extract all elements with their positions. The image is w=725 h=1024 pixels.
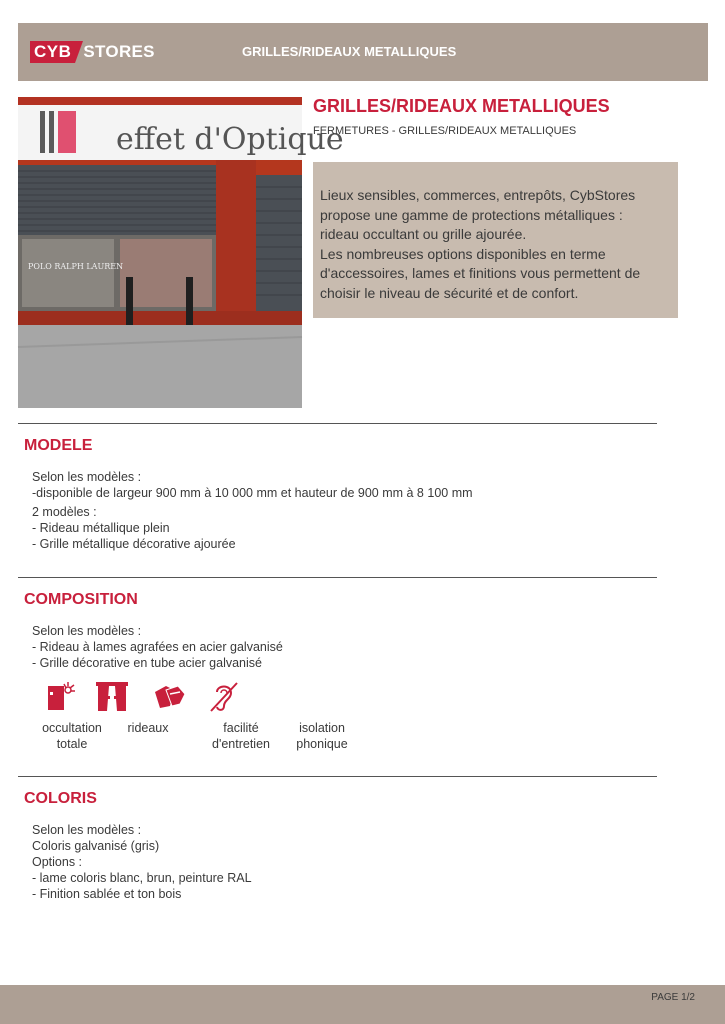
breadcrumb[interactable]: FERMETURES - GRILLES/RIDEAUX METALLIQUES [313, 125, 577, 137]
text-line: 2 modèles : [32, 505, 97, 519]
feature-label-line: rideaux [127, 721, 169, 735]
footer-bar [0, 985, 725, 1024]
coloris-text [32, 822, 252, 902]
text-line: Selon les modèles : [32, 823, 142, 837]
storefront-image [18, 97, 344, 408]
composition-text [32, 623, 283, 671]
header-title: GRILLES/RIDEAUX METALLIQUES [242, 44, 457, 59]
cybstores-logo[interactable] [30, 41, 155, 63]
feature-label-line: phonique [296, 737, 348, 751]
text-line: -disponible de largeur 900 mm à 10 000 mm et hauteur de 900 mm à 8 100 mm [32, 486, 473, 500]
occultation-icon [44, 680, 80, 714]
feature-label-line: d'entretien [212, 737, 270, 751]
text-line: Options : [32, 855, 83, 869]
feature-label-line: occultation [42, 721, 102, 735]
logo-cyb: CYB [30, 41, 75, 63]
modele-text-a [32, 469, 473, 501]
feature-label-line: facilité [223, 721, 259, 735]
section-title-composition: COMPOSITION [24, 591, 138, 608]
text-line: Selon les modèles : [32, 470, 142, 484]
shop-text: POLO RALPH LAUREN [28, 262, 124, 271]
header-bar [18, 23, 708, 81]
text-line: Coloris galvanisé (gris) [32, 839, 160, 853]
modele-text-b [32, 504, 236, 552]
intro-line: propose une gamme de protections métalliques : [320, 206, 623, 223]
rideaux-icon [94, 680, 130, 714]
intro-box [313, 162, 678, 318]
ear-crossed-icon [206, 680, 242, 714]
section-title-coloris: COLORIS [24, 790, 97, 807]
feature-label-line: totale [56, 737, 88, 751]
product-photo [18, 97, 344, 408]
section-divider [18, 577, 657, 578]
text-line: - Rideau métallique plein [32, 521, 170, 535]
text-line: - Rideau à lames agrafées en acier galvanisé [32, 640, 283, 654]
text-line: - Grille métallique décorative ajourée [32, 537, 236, 551]
section-divider [18, 776, 657, 777]
feature-icons [30, 680, 370, 760]
feature-label-entretien [200, 720, 282, 752]
section-divider [18, 423, 657, 424]
gloves-icon [152, 680, 188, 714]
feature-label-occultation [34, 720, 110, 752]
sign-text: effet d'Optique [116, 122, 344, 157]
intro-line: Lieux sensibles, commerces, entrepôts, CybStores [320, 187, 636, 203]
feature-label-rideaux [114, 720, 182, 736]
intro-line: d'accessoires, lames et finitions vous permettent de [320, 265, 641, 281]
intro-line: rideau occultant ou grille ajourée. [320, 226, 527, 242]
page-number: PAGE 1/2 [651, 992, 695, 1003]
text-line: Selon les modèles : [32, 624, 142, 638]
feature-label-phonique [282, 720, 362, 752]
logo-stores: STORES [83, 42, 155, 61]
text-line: - Grille décorative en tube acier galvanisé [32, 656, 262, 670]
feature-label-line: isolation [299, 721, 345, 735]
section-title-modele: MODELE [24, 437, 93, 454]
page-title: GRILLES/RIDEAUX METALLIQUES [313, 96, 610, 116]
intro-line: Les nombreuses options disponibles en terme [320, 245, 606, 262]
text-line: - Finition sablée et ton bois [32, 887, 182, 901]
intro-line: choisir le niveau de sécurité et de confort. [320, 284, 579, 301]
text-line: - lame coloris blanc, brun, peinture RAL [32, 871, 252, 885]
